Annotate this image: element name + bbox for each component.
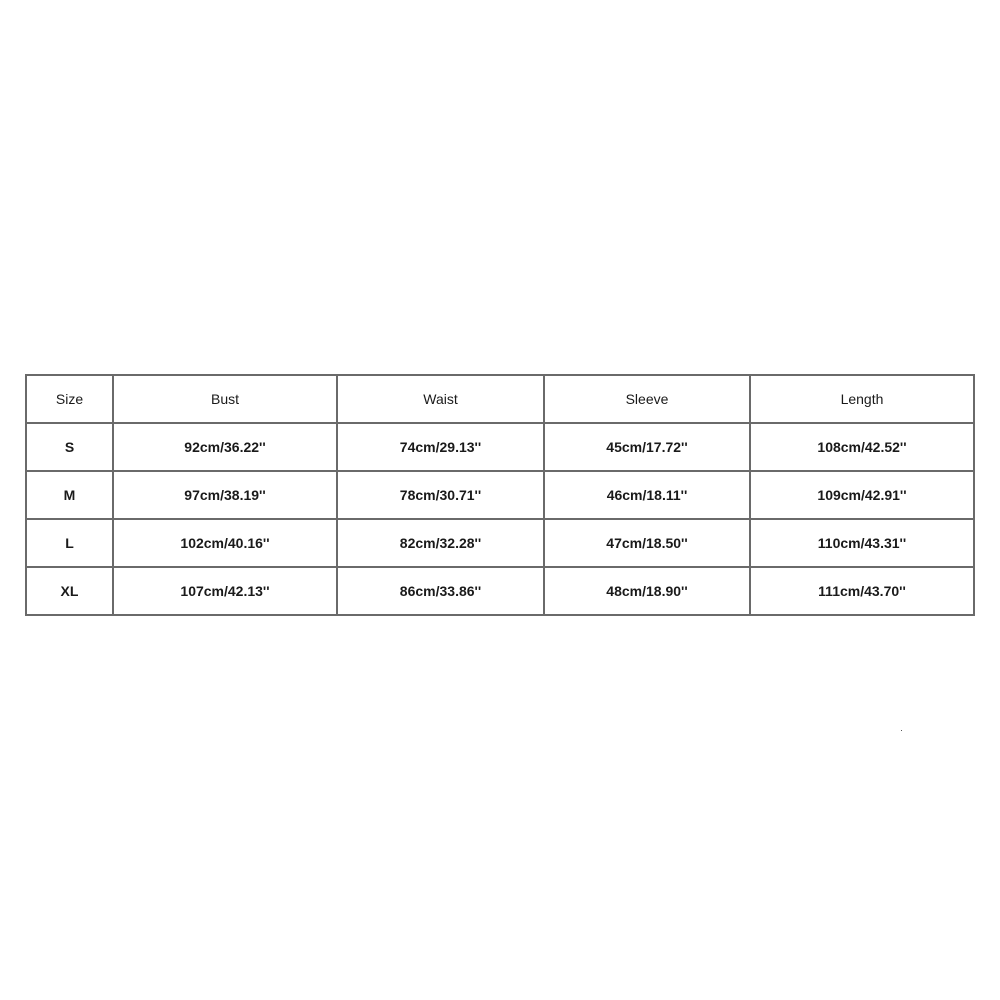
bust-cell: 92cm/36.22'' xyxy=(113,423,337,471)
size-chart-table xyxy=(25,374,975,616)
length-cell: 110cm/43.31'' xyxy=(750,519,974,567)
table-row xyxy=(26,423,974,471)
length-cell: 108cm/42.52'' xyxy=(750,423,974,471)
size-cell: S xyxy=(26,423,113,471)
table-body xyxy=(26,423,974,615)
waist-cell: 78cm/30.71'' xyxy=(337,471,544,519)
header-sleeve: Sleeve xyxy=(544,375,750,423)
sleeve-cell: 45cm/17.72'' xyxy=(544,423,750,471)
table-row xyxy=(26,567,974,615)
length-cell: 109cm/42.91'' xyxy=(750,471,974,519)
sleeve-cell: 48cm/18.90'' xyxy=(544,567,750,615)
table-row xyxy=(26,519,974,567)
waist-cell: 86cm/33.86'' xyxy=(337,567,544,615)
header-row xyxy=(26,375,974,423)
header-size: Size xyxy=(26,375,113,423)
waist-cell: 74cm/29.13'' xyxy=(337,423,544,471)
table-header xyxy=(26,375,974,423)
stray-dot xyxy=(901,730,902,731)
size-cell: XL xyxy=(26,567,113,615)
sleeve-cell: 47cm/18.50'' xyxy=(544,519,750,567)
bust-cell: 97cm/38.19'' xyxy=(113,471,337,519)
length-cell: 111cm/43.70'' xyxy=(750,567,974,615)
bust-cell: 102cm/40.16'' xyxy=(113,519,337,567)
size-cell: L xyxy=(26,519,113,567)
header-length: Length xyxy=(750,375,974,423)
header-bust: Bust xyxy=(113,375,337,423)
sleeve-cell: 46cm/18.11'' xyxy=(544,471,750,519)
size-cell: M xyxy=(26,471,113,519)
header-waist: Waist xyxy=(337,375,544,423)
waist-cell: 82cm/32.28'' xyxy=(337,519,544,567)
bust-cell: 107cm/42.13'' xyxy=(113,567,337,615)
table-row xyxy=(26,471,974,519)
